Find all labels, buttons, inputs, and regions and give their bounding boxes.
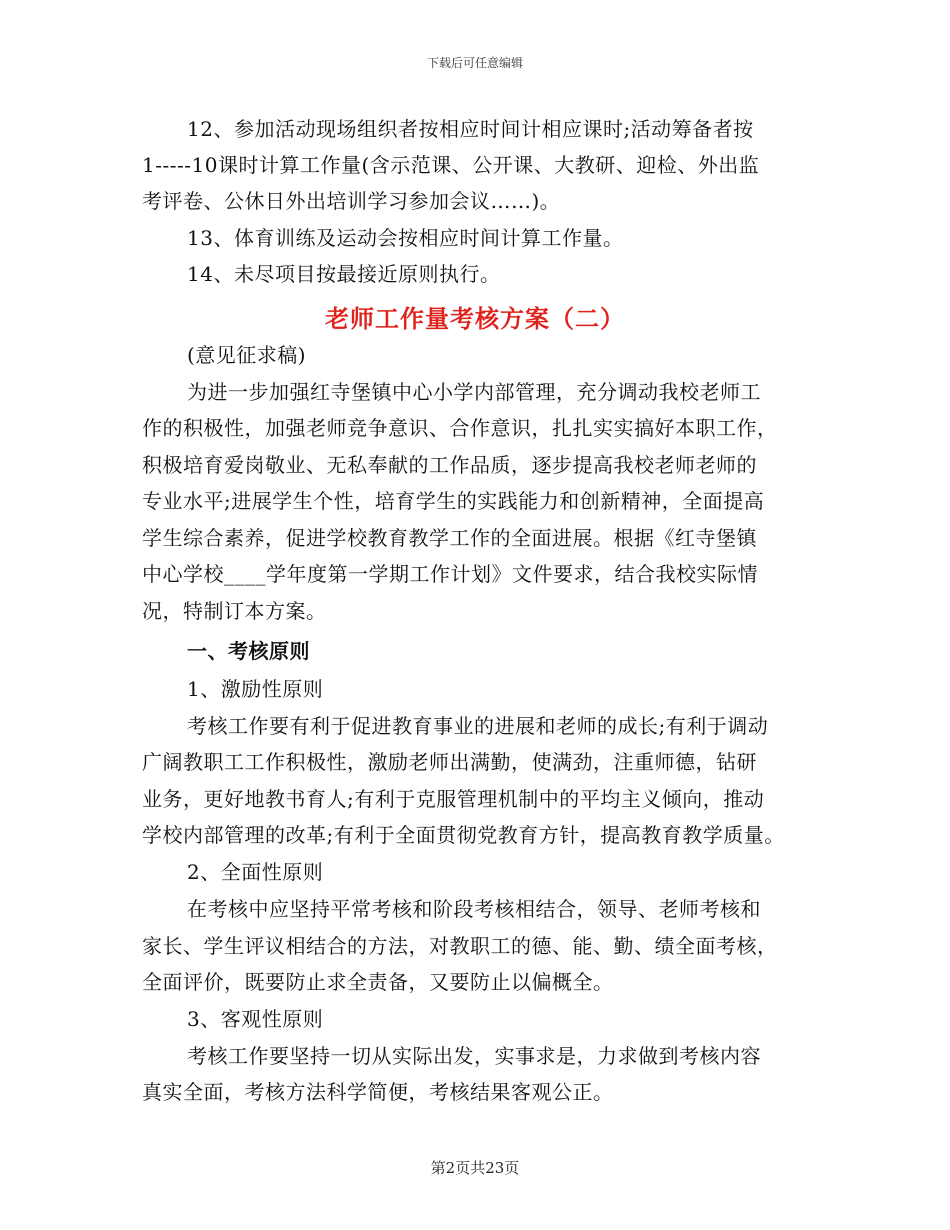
paragraph-line: 学校内部管理的改革;有利于全面贯彻党教育方针，提高教育教学质量。 (142, 823, 785, 847)
paragraph-line: 考核工作要坚持一切从实际出发，实事求是，力求做到考核内容 (187, 1044, 761, 1068)
paragraph-line: 家长、学生评议相结合的方法，对教职工的德、能、勤、绩全面考核， (142, 934, 778, 958)
draft-note: (意见征求稿) (187, 343, 307, 367)
paragraph-line: 1-----10课时计算工作量(含示范课、公开课、大教研、迎检、外出监 (142, 153, 760, 177)
paragraph-line: 况，特制订本方案。 (142, 599, 327, 623)
paragraph-line: 积极培育爱岗敬业、无私奉献的工作品质，逐步提高我校老师老师的 (142, 453, 757, 477)
subsection-heading: 2、全面性原则 (187, 860, 324, 884)
paragraph-line: 考评卷、公休日外出培训学习参加会议……)。 (142, 189, 561, 213)
section-heading: 一、考核原则 (187, 639, 310, 663)
subsection-heading: 3、客观性原则 (187, 1007, 324, 1031)
page-footer-number: 第2页共23页 (430, 1159, 520, 1177)
paragraph-line: 真实全面，考核方法科学简便，考核结果客观公正。 (142, 1080, 614, 1104)
paragraph-line: 全面评价，既要防止求全责备，又要防止以偏概全。 (142, 970, 614, 994)
paragraph-line: 为进一步加强红寺堡镇中心小学内部管理，充分调动我校老师工 (187, 380, 761, 404)
paragraph-line: 考核工作要有利于促进教育事业的进展和老师的成长;有利于调动 (187, 714, 769, 738)
paragraph-line: 在考核中应坚持平常考核和阶段考核相结合，领导、老师考核和 (187, 897, 761, 921)
paragraph-line: 13、体育训练及运动会按相应时间计算工作量。 (187, 226, 624, 250)
subsection-heading: 1、激励性原则 (187, 677, 324, 701)
paragraph-line: 中心学校____学年度第一学期工作计划》文件要求，结合我校实际情 (142, 562, 758, 586)
paragraph-line: 学生综合素养，促进学校教育教学工作的全面进展。根据《红寺堡镇 (142, 526, 757, 550)
paragraph-line: 广阔教职工工作积极性，激励老师出满勤，使满劲，注重师德，钻研 (142, 750, 757, 774)
page-header-note: 下载后可任意编辑 (426, 56, 523, 70)
paragraph-line: 专业水平;进展学生个性，培育学生的实践能力和创新精神，全面提高 (142, 489, 765, 513)
paragraph-line: 业务，更好地教书育人;有利于克服管理机制中的平均主义倾向，推动 (142, 787, 765, 811)
paragraph-line: 12、参加活动现场组织者按相应时间计相应课时;活动筹备者按 (187, 117, 754, 141)
section-title: 老师工作量考核方案（二） (325, 304, 625, 333)
paragraph-line: 作的积极性，加强老师竞争意识、合作意识，扎扎实实搞好本职工作， (142, 416, 778, 440)
paragraph-line: 14、未尽项目按最接近原则执行。 (187, 262, 501, 286)
